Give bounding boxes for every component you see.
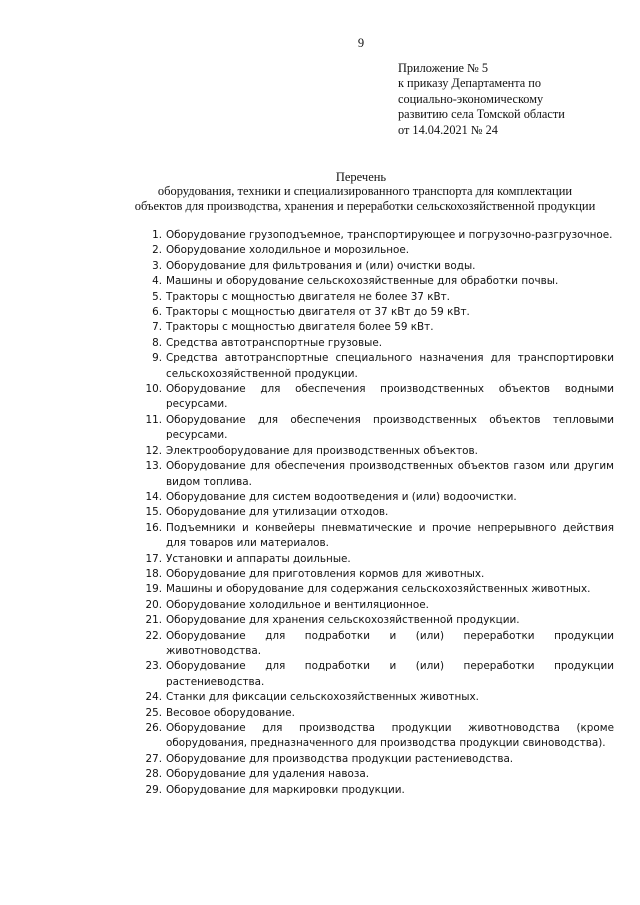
list-item-text: Оборудование для хранения сельскохозяйственной продукции.	[166, 614, 520, 627]
list-item-number: 3.	[152, 259, 162, 272]
annex-header	[398, 61, 618, 138]
list-item-text: Станки для фиксации сельскохозяйственных животных.	[166, 691, 479, 704]
list-item-number: 16.	[145, 521, 162, 534]
list-item-text: Оборудование для утилизации отходов.	[166, 506, 389, 519]
list-item-text: Оборудование для подработки и (или) переработки продукции животноводства.	[166, 629, 614, 657]
equipment-list	[118, 228, 614, 798]
list-item-text: Машины и оборудование для содержания сельскохозяйственных животных.	[166, 583, 591, 596]
annex-line: развитию села Томской области	[398, 107, 565, 122]
list-item-text: Оборудование для приготовления кормов для животных.	[166, 567, 485, 580]
annex-line: Приложение № 5	[398, 61, 489, 75]
list-item-number: 2.	[152, 244, 162, 257]
list-item	[118, 629, 614, 660]
list-item-text: Тракторы с мощностью двигателя более 59 кВт.	[166, 321, 434, 334]
list-item-text: Оборудование для фильтрования и (или) очистки воды.	[166, 259, 476, 272]
annex-line: социально-экономическому	[398, 91, 544, 106]
list-item-number: 10.	[145, 383, 162, 396]
annex-line: к приказу Департамента по	[398, 76, 542, 91]
list-item	[118, 274, 614, 289]
list-item-text: Средства автотранспортные грузовые.	[166, 336, 383, 349]
list-item	[118, 444, 614, 459]
list-item	[118, 413, 614, 444]
list-item	[118, 613, 614, 628]
list-item-text: Установки и аппараты доильные.	[166, 552, 351, 565]
list-item-text: Оборудование грузоподъемное, транспортирующее и погрузочно-разгрузочное.	[166, 229, 613, 241]
list-item-number: 20.	[145, 598, 162, 611]
list-item-number: 28.	[145, 768, 162, 781]
list-item-text: Оборудование для обеспечения производственных объектов тепловыми ресурсами.	[166, 413, 614, 442]
list-item-text: Тракторы с мощностью двигателя от 37 кВт до 59 кВт.	[166, 306, 470, 319]
list-item	[118, 659, 614, 690]
list-item-number: 8.	[152, 336, 162, 349]
page-number: 9	[357, 36, 365, 50]
list-item	[118, 336, 614, 351]
list-item-text: Весовое оборудование.	[166, 706, 295, 719]
list-item	[118, 320, 614, 335]
list-item-number: 4.	[152, 275, 162, 288]
list-item-number: 12.	[145, 444, 162, 457]
list-item	[118, 305, 614, 320]
list-item-number: 11.	[145, 413, 162, 426]
list-item-number: 26.	[145, 722, 162, 734]
annex-line: от 14.04.2021 № 24	[398, 122, 498, 137]
list-item-number: 27.	[145, 752, 162, 765]
list-item-text: Оборудование холодильное и вентиляционное.	[166, 598, 429, 611]
list-item-number: 17.	[145, 552, 162, 565]
list-item	[118, 690, 614, 705]
list-item-number: 22.	[145, 629, 162, 642]
list-item	[118, 598, 614, 613]
subtitle-line-1: оборудования, техники и специализированного транспорта для комплектации	[157, 184, 573, 198]
list-item	[118, 783, 614, 798]
list-item-number: 18.	[145, 567, 162, 580]
list-item	[118, 459, 614, 490]
document-subtitle	[118, 184, 612, 215]
list-item-number: 1.	[152, 229, 162, 241]
list-item-text: Средства автотранспортные специального назначения для транспортировки сельскохозяйственной продукции.	[166, 352, 614, 380]
list-item	[118, 490, 614, 505]
list-item	[118, 521, 614, 552]
list-item	[118, 505, 614, 520]
list-item	[118, 259, 614, 274]
list-item-number: 14.	[145, 490, 162, 503]
list-item-number: 21.	[145, 614, 162, 627]
list-item-number: 29.	[145, 783, 162, 796]
list-item-number: 13.	[145, 460, 162, 473]
list-item-text: Оборудование для подработки и (или) переработки продукции растениеводства.	[166, 660, 614, 688]
list-item	[118, 382, 614, 413]
list-item-text: Машины и оборудование сельскохозяйственные для обработки почвы.	[166, 275, 559, 288]
document-title: Перечень	[335, 170, 387, 184]
list-item-number: 5.	[152, 290, 162, 303]
list-item	[118, 582, 614, 597]
list-item-number: 19.	[145, 583, 162, 596]
list-item	[118, 721, 614, 752]
list-item	[118, 552, 614, 567]
list-item	[118, 228, 614, 243]
list-item-text: Тракторы с мощностью двигателя не более 37 кВт.	[166, 290, 450, 303]
list-item	[118, 567, 614, 582]
list-item-text: Оборудование для удаления навоза.	[166, 768, 370, 781]
list-item-number: 15.	[145, 506, 162, 519]
list-item	[118, 752, 614, 767]
list-item-number: 6.	[152, 306, 162, 319]
list-item-number: 23.	[145, 660, 162, 673]
list-item-text: Подъемники и конвейеры пневматические и прочие непрерывного действия для товаров или материалов.	[166, 521, 614, 550]
list-item-text: Оборудование для производства продукции животноводства (кроме оборудования, предназначенного для производства продукции свиноводства).	[166, 722, 614, 750]
list-item-text: Оборудование для систем водоотведения и (или) водоочистки.	[166, 490, 517, 503]
list-item	[118, 351, 614, 382]
list-item-text: Оборудование для маркировки продукции.	[166, 783, 405, 796]
list-item-text: Электрооборудование для производственных объектов.	[166, 444, 478, 457]
list-item	[118, 767, 614, 782]
list-item-number: 24.	[145, 691, 162, 704]
list-item-text: Оборудование для обеспечения производственных объектов водными ресурсами.	[166, 383, 614, 411]
subtitle-line-2: объектов для производства, хранения и переработки сельскохозяйственной продукции	[134, 199, 596, 214]
list-item	[118, 290, 614, 305]
list-item-text: Оборудование для производства продукции растениеводства.	[166, 752, 514, 765]
list-item-number: 25.	[145, 706, 162, 719]
list-item	[118, 706, 614, 721]
list-item-text: Оборудование для обеспечения производственных объектов газом или другим видом топлива.	[166, 460, 614, 488]
list-item-text: Оборудование холодильное и морозильное.	[166, 244, 410, 257]
list-item-number: 9.	[152, 352, 162, 365]
list-item	[118, 243, 614, 258]
list-item-number: 7.	[152, 321, 162, 334]
